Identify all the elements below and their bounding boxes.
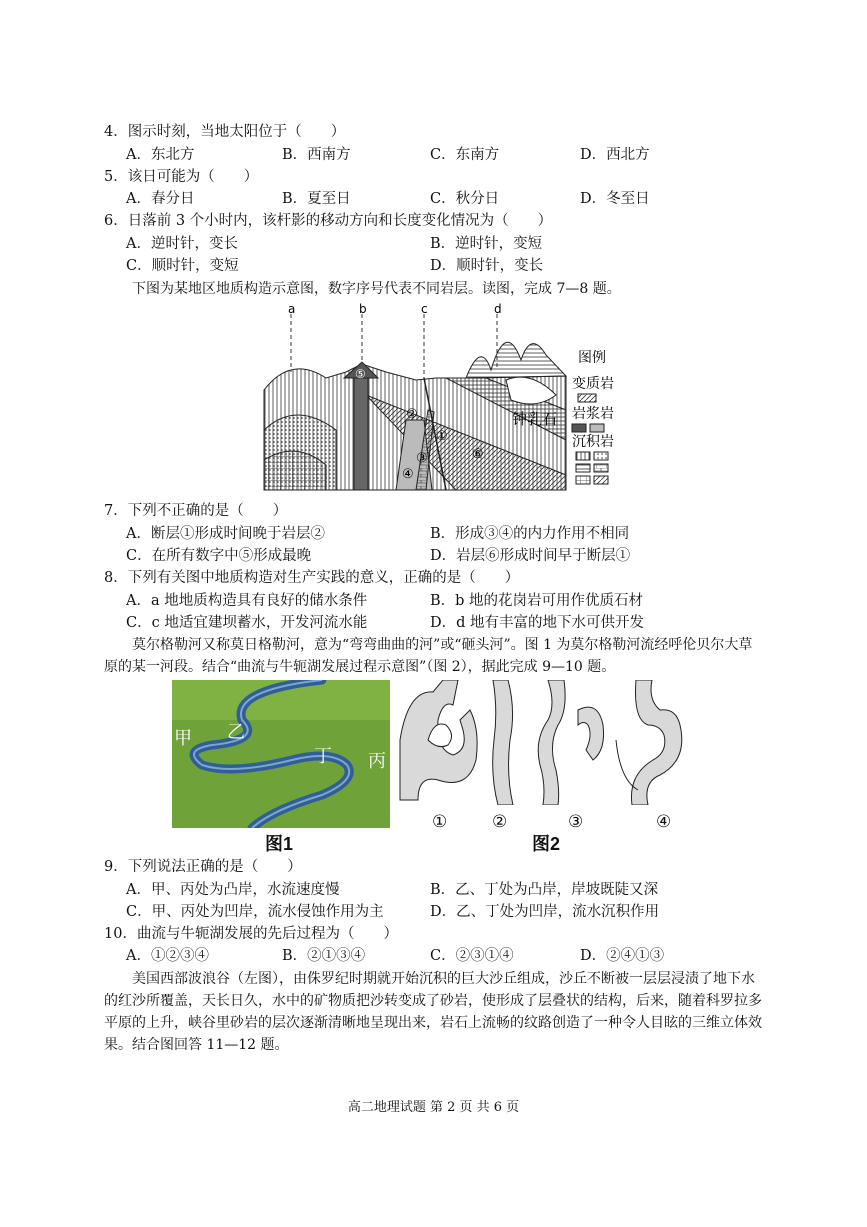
layer-3: ③ bbox=[416, 451, 428, 466]
cave-label: 钟乳石 bbox=[512, 410, 558, 428]
q7-option-b[interactable]: B．形成③④的内力作用不相同 bbox=[430, 526, 630, 542]
question-8-stem: 8．下列有关图中地质构造对生产实践的意义，正确的是（ ） bbox=[104, 570, 520, 586]
q4-option-a[interactable]: A．东北方 bbox=[126, 147, 195, 163]
question-6-stem: 6．日落前 3 个小时内，该杆影的移动方向和长度变化情况为（ ） bbox=[104, 213, 553, 229]
q6-option-c[interactable]: C．顺时针，变短 bbox=[126, 258, 239, 274]
legend-igneous: 岩浆岩 bbox=[572, 406, 614, 422]
river-label-ding: 丁 bbox=[314, 746, 332, 767]
label-d: d bbox=[494, 302, 502, 316]
layer-6: ⑥ bbox=[472, 447, 484, 462]
q5-option-a[interactable]: A．春分日 bbox=[126, 191, 195, 207]
legend-sedimentary: 沉积岩 bbox=[572, 434, 614, 450]
stage-label-2: ② bbox=[492, 812, 508, 832]
stage-label-1: ① bbox=[432, 812, 448, 832]
layer-5: ⑤ bbox=[355, 367, 366, 381]
q10-option-d[interactable]: D．②④①③ bbox=[580, 948, 665, 964]
q7-option-d[interactable]: D．岩层⑥形成时间早于断层① bbox=[430, 548, 631, 564]
question-7-stem: 7．下列不正确的是（ ） bbox=[104, 503, 288, 519]
q8-option-d[interactable]: D．d 地有丰富的地下水可供开发 bbox=[430, 615, 645, 631]
question-9-stem: 9．下列说法正确的是（ ） bbox=[104, 859, 302, 875]
q6-option-a[interactable]: A．逆时针，变长 bbox=[126, 236, 238, 252]
intro-11-12: 美国西部波浪谷（左图），由侏罗纪时期就开始沉积的巨大沙丘组成，沙丘不断被一层层浸渍了地下水的红沙所覆盖，天长日久，水中的矿物质把沙转变成了砂岩，使形成了层叠状的结构，后来，随着科罗拉多平原的上升，峡谷里砂岩的层次逐渐清晰地呈现出来，岩石上流畅的纹路创造了一种令人目眩的三维立体效果。结合图回答 11—12 题。 bbox=[104, 971, 762, 1053]
page-footer: 高二地理试题 第 2 页 共 6 页 bbox=[347, 1100, 520, 1115]
legend-metamorphic: 变质岩 bbox=[572, 376, 614, 392]
intro-9-10: 莫尔格勒河又称莫日格勒河，意为“弯弯曲曲的河”或“砸头河”。图 1 为莫尔格勒河流经呼伦贝尔大草原的某一河段。结合“曲流与牛轭湖发展过程示意图”（图 2），据此完成 9—10 题。 bbox=[104, 637, 753, 675]
q10-option-c[interactable]: C．②③①④ bbox=[430, 948, 514, 964]
q5-option-c[interactable]: C．秋分日 bbox=[430, 191, 500, 207]
geology-structure-figure bbox=[256, 300, 626, 495]
stage-label-3: ③ bbox=[568, 812, 584, 832]
q10-option-a[interactable]: A．①②③④ bbox=[126, 948, 209, 964]
q8-option-c[interactable]: C．c 地适宜建坝蓄水，开发河流水能 bbox=[126, 615, 368, 631]
label-c: c bbox=[421, 302, 428, 316]
layer-2: ② bbox=[406, 407, 418, 422]
label-a: a bbox=[288, 302, 296, 316]
q6-option-d[interactable]: D．顺时针，变长 bbox=[430, 258, 544, 274]
legend-title: 图例 bbox=[578, 350, 606, 366]
intro-7-8: 下图为某地区地质构造示意图，数字序号代表不同岩层。读图，完成 7—8 题。 bbox=[132, 281, 621, 297]
q6-option-b[interactable]: B．逆时针，变短 bbox=[430, 236, 543, 252]
q5-option-b[interactable]: B．夏至日 bbox=[282, 191, 351, 207]
q9-option-c[interactable]: C．甲、丙处为凹岸，流水侵蚀作用为主 bbox=[126, 904, 384, 920]
question-5-stem: 5．该日可能为（ ） bbox=[104, 169, 259, 185]
q9-option-b[interactable]: B．乙、丁处为凸岸，岸坡既陡又深 bbox=[430, 882, 659, 898]
q4-option-b[interactable]: B．西南方 bbox=[282, 147, 351, 163]
q10-option-b[interactable]: B．②①③④ bbox=[282, 948, 366, 964]
q4-option-c[interactable]: C．东南方 bbox=[430, 147, 500, 163]
river-label-bing: 丙 bbox=[368, 751, 386, 772]
layer-4: ④ bbox=[402, 467, 414, 482]
question-10-stem: 10．曲流与牛轭湖发展的先后过程为（ ） bbox=[104, 926, 398, 942]
q8-option-a[interactable]: A．a 地地质构造具有良好的储水条件 bbox=[126, 593, 368, 609]
label-b: b bbox=[359, 302, 367, 316]
river-label-jia: 甲 bbox=[174, 728, 192, 749]
figure-1-caption: 图1 bbox=[265, 834, 294, 854]
oxbow-lake-figure bbox=[398, 680, 703, 805]
stage-label-4: ④ bbox=[656, 812, 672, 832]
q5-option-d[interactable]: D．冬至日 bbox=[580, 191, 650, 207]
figure-2-caption: 图2 bbox=[532, 834, 561, 854]
q4-option-d[interactable]: D．西北方 bbox=[580, 147, 650, 163]
layer-1: ① bbox=[436, 429, 448, 444]
q9-option-a[interactable]: A．甲、丙处为凸岸，水流速度慢 bbox=[126, 882, 340, 898]
q7-option-a[interactable]: A．断层①形成时间晚于岩层② bbox=[126, 526, 325, 542]
q7-option-c[interactable]: C．在所有数字中⑤形成最晚 bbox=[126, 548, 312, 564]
q9-option-d[interactable]: D．乙、丁处为凹岸，流水沉积作用 bbox=[430, 904, 660, 920]
river-photo bbox=[172, 680, 390, 828]
question-4-stem: 4．图示时刻，当地太阳位于（ ） bbox=[104, 124, 346, 140]
river-label-yi: 乙 bbox=[227, 722, 245, 743]
q8-option-b[interactable]: B．b 地的花岗岩可用作优质石材 bbox=[430, 593, 644, 609]
